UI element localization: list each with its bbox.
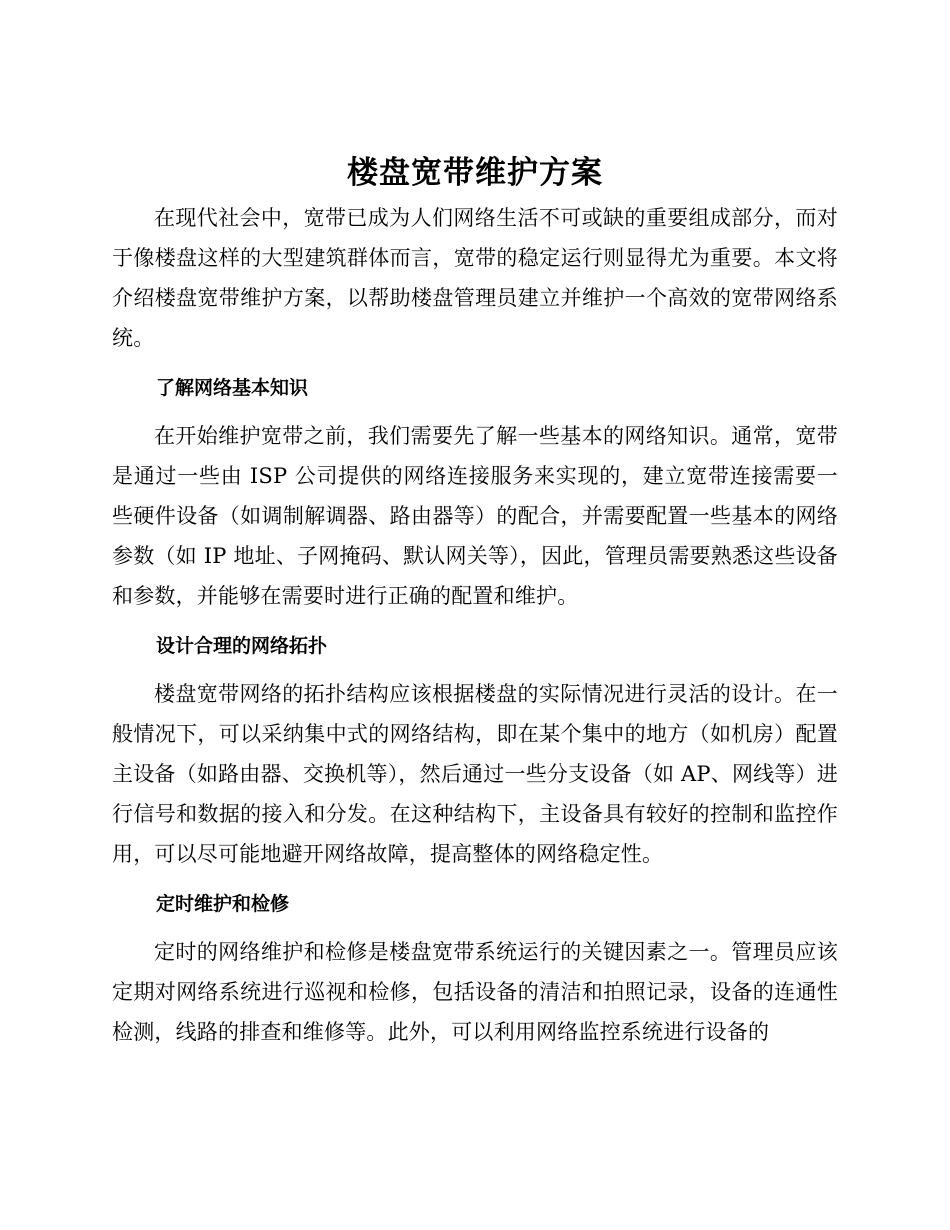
section-paragraph: 定时的网络维护和检修是楼盘宽带系统运行的关键因素之一。管理员应该定期对网络系统进行巡视和检修，包括设备的清洁和拍照记录，设备的连通性检测，线路的排查和维修等。此外，可以利用网络监控系统进行设备的: [112, 940, 838, 1044]
section-maintenance: [112, 884, 838, 1052]
section-paragraph: 楼盘宽带网络的拓扑结构应该根据楼盘的实际情况进行灵活的设计。在一般情况下，可以采纳集中式的网络结构，即在某个集中的地方（如机房）配置主设备（如路由器、交换机等），然后通过一些分支设备（如 AP、网线等）进行信号和数据的接入和分发。在这种结构下，主设备具有较好的控制和监控作用，可以尽可能地避开网络故障，提高整体的网络稳定性。: [112, 682, 838, 866]
section-heading: 定时维护和检修: [156, 893, 290, 915]
section-paragraph: 在开始维护宽带之前，我们需要先了解一些基本的网络知识。通常，宽带是通过一些由 ISP 公司提供的网络连接服务来实现的，建立宽带连接需要一些硬件设备（如调制解调器、路由器等）的配合，并需要配置一些基本的网络参数（如 IP 地址、子网掩码、默认网关等），因此，管理员需要熟悉这些设备和参数，并能够在需要时进行正确的配置和维护。: [112, 424, 838, 608]
intro-paragraph: 在现代社会中，宽带已成为人们网络生活不可或缺的重要组成部分，而对于像楼盘这样的大型建筑群体而言，宽带的稳定运行则显得尤为重要。本文将介绍楼盘宽带维护方案，以帮助楼盘管理员建立并维护一个高效的宽带网络系统。: [112, 206, 838, 350]
section-heading: 设计合理的网络拓扑: [156, 635, 328, 657]
section-network-topology: [112, 626, 838, 874]
section-network-basics: [112, 368, 838, 616]
section-heading: 了解网络基本知识: [156, 377, 309, 399]
document-content: [112, 148, 838, 1052]
document-title: 楼盘宽带维护方案: [347, 155, 603, 191]
